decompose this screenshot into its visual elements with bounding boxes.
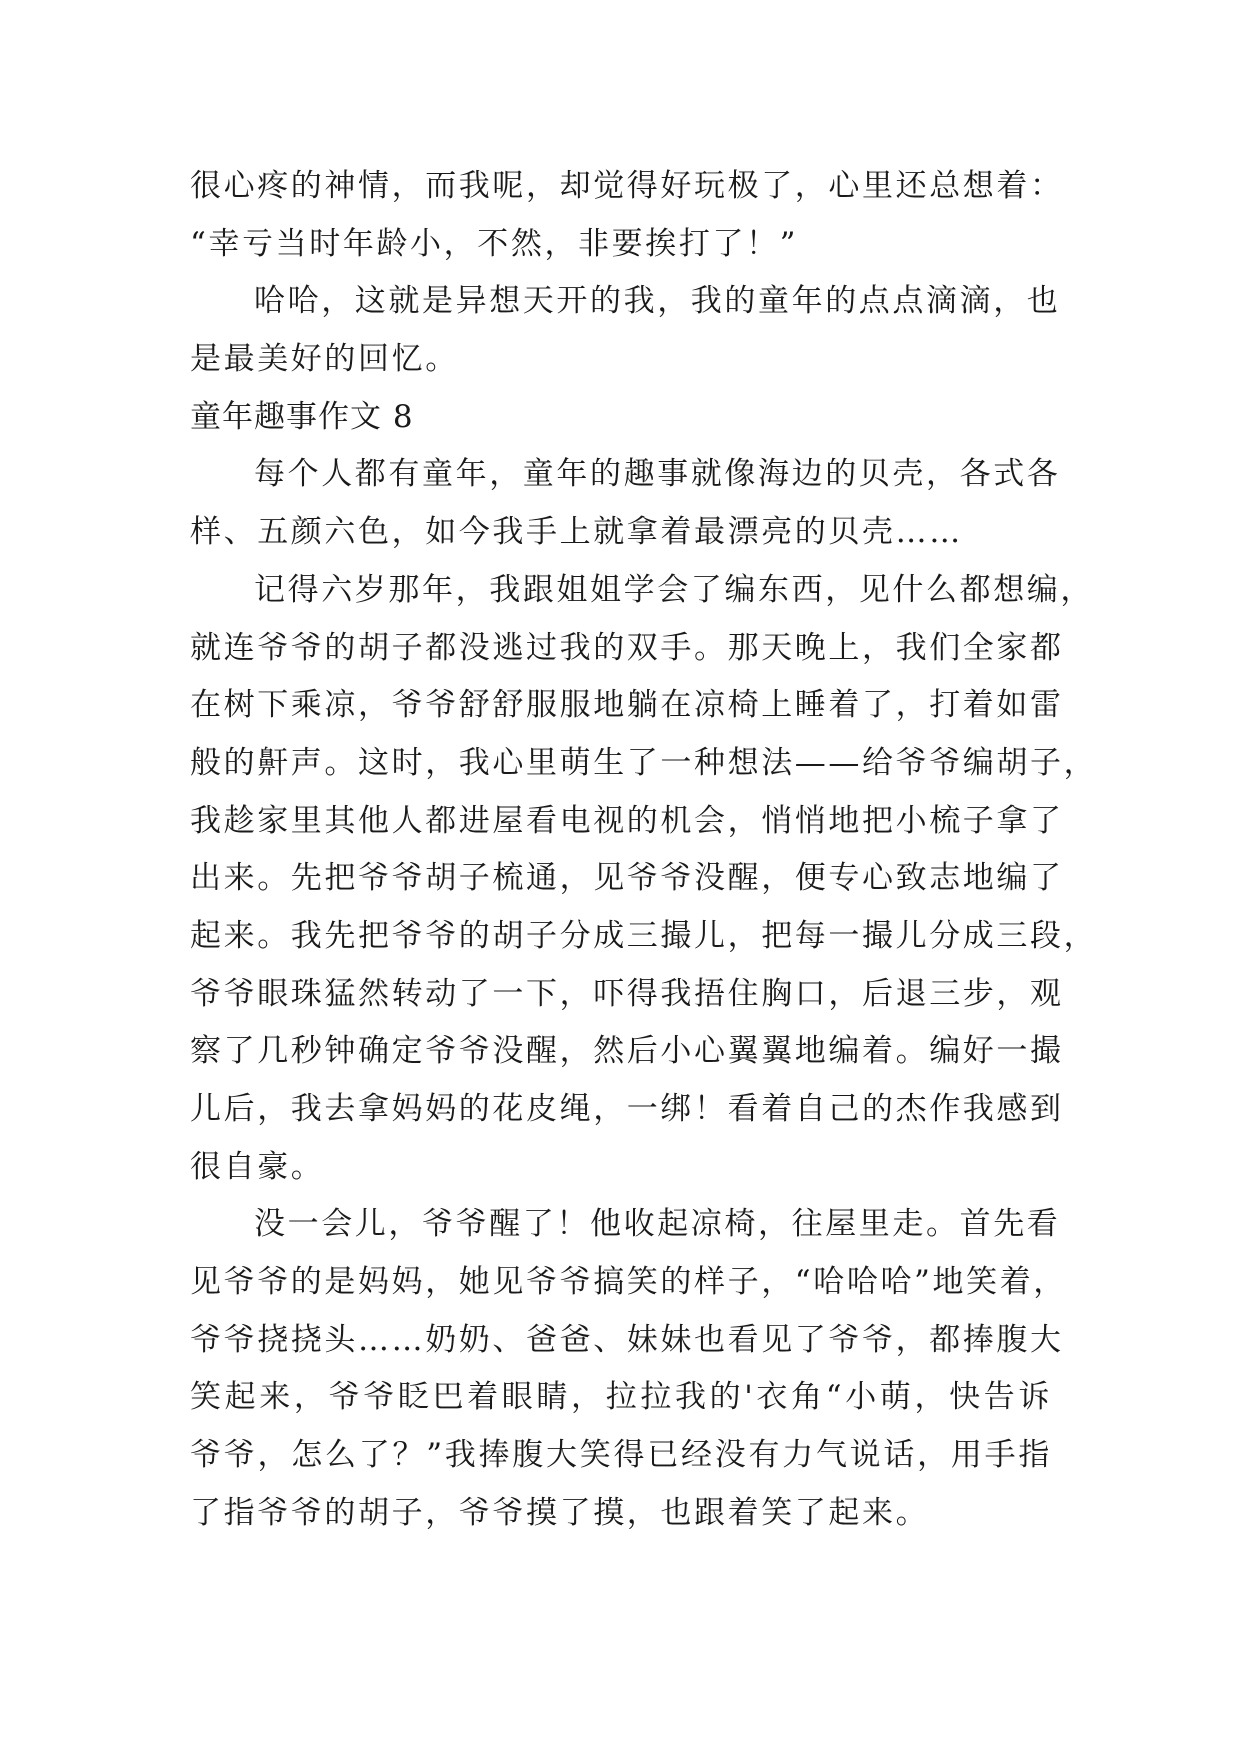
text-line: 了指爷爷的胡子，爷爷摸了摸，也跟着笑了起来。 [190, 1494, 930, 1531]
text-line: 很自豪。 [190, 1148, 325, 1185]
section-heading: 童年趣事作文 8 [190, 398, 414, 435]
text-line: 爷爷挠挠头……奶奶、爸爸、妹妹也看见了爷爷，都捧腹大 [190, 1321, 1064, 1358]
text-line: 是最美好的回忆。 [190, 341, 459, 378]
text-line: 我趁家里其他人都进屋看电视的机会，悄悄地把小梳子拿了 [190, 802, 1064, 839]
essay-text [190, 158, 1098, 1543]
text-line: “幸亏当时年龄小，不然，非要挨打了！” [190, 225, 799, 262]
text-line: 出来。先把爷爷胡子梳通，见爷爷没醒，便专心致志地编了 [190, 860, 1064, 897]
text-line: 儿后，我去拿妈妈的花皮绳，一绑！看着自己的杰作我感到 [190, 1091, 1064, 1127]
paragraph-first-line: 每个人都有童年，童年的趣事就像海边的贝壳，各式各 [254, 456, 1061, 493]
text-line: 在树下乘凉，爷爷舒舒服服地躺在凉椅上睡着了，打着如雷 [190, 687, 1064, 724]
text-line: 爷爷眼珠猛然转动了一下，吓得我捂住胸口，后退三步，观 [190, 975, 1064, 1012]
paragraph-first-line: 哈哈，这就是异想天开的我，我的童年的点点滴滴，也 [254, 283, 1061, 320]
text-line: 笑起来，爷爷眨巴着眼睛，拉拉我的'衣角“小萌，快告诉 [190, 1379, 1052, 1416]
paragraph-first-line: 记得六岁那年，我跟姐姐学会了编东西，见什么都想编， [254, 571, 1094, 608]
text-line: 爷爷，怎么了？”我捧腹大笑得已经没有力气说话，用手指 [190, 1437, 1052, 1474]
text-line: 见爷爷的是妈妈，她见爷爷搞笑的样子，“哈哈哈”地笑着， [190, 1264, 1067, 1301]
text-line: 般的鼾声。这时，我心里萌生了一种想法——给爷爷编胡子， [190, 744, 1098, 781]
paragraph-first-line: 没一会儿，爷爷醒了！他收起凉椅，往屋里走。首先看 [254, 1206, 1061, 1243]
text-line: 察了几秒钟确定爷爷没醒，然后小心翼翼地编着。编好一撮 [190, 1033, 1064, 1070]
text-line: 起来。我先把爷爷的胡子分成三撮儿，把每一撮儿分成三段， [190, 917, 1098, 954]
text-line: 很心疼的神情，而我呢，却觉得好玩极了，心里还总想着： [190, 168, 1064, 204]
text-line: 样、五颜六色，如今我手上就拿着最漂亮的贝壳…… [190, 514, 963, 551]
text-line: 就连爷爷的胡子都没逃过我的双手。那天晚上，我们全家都 [190, 629, 1064, 666]
